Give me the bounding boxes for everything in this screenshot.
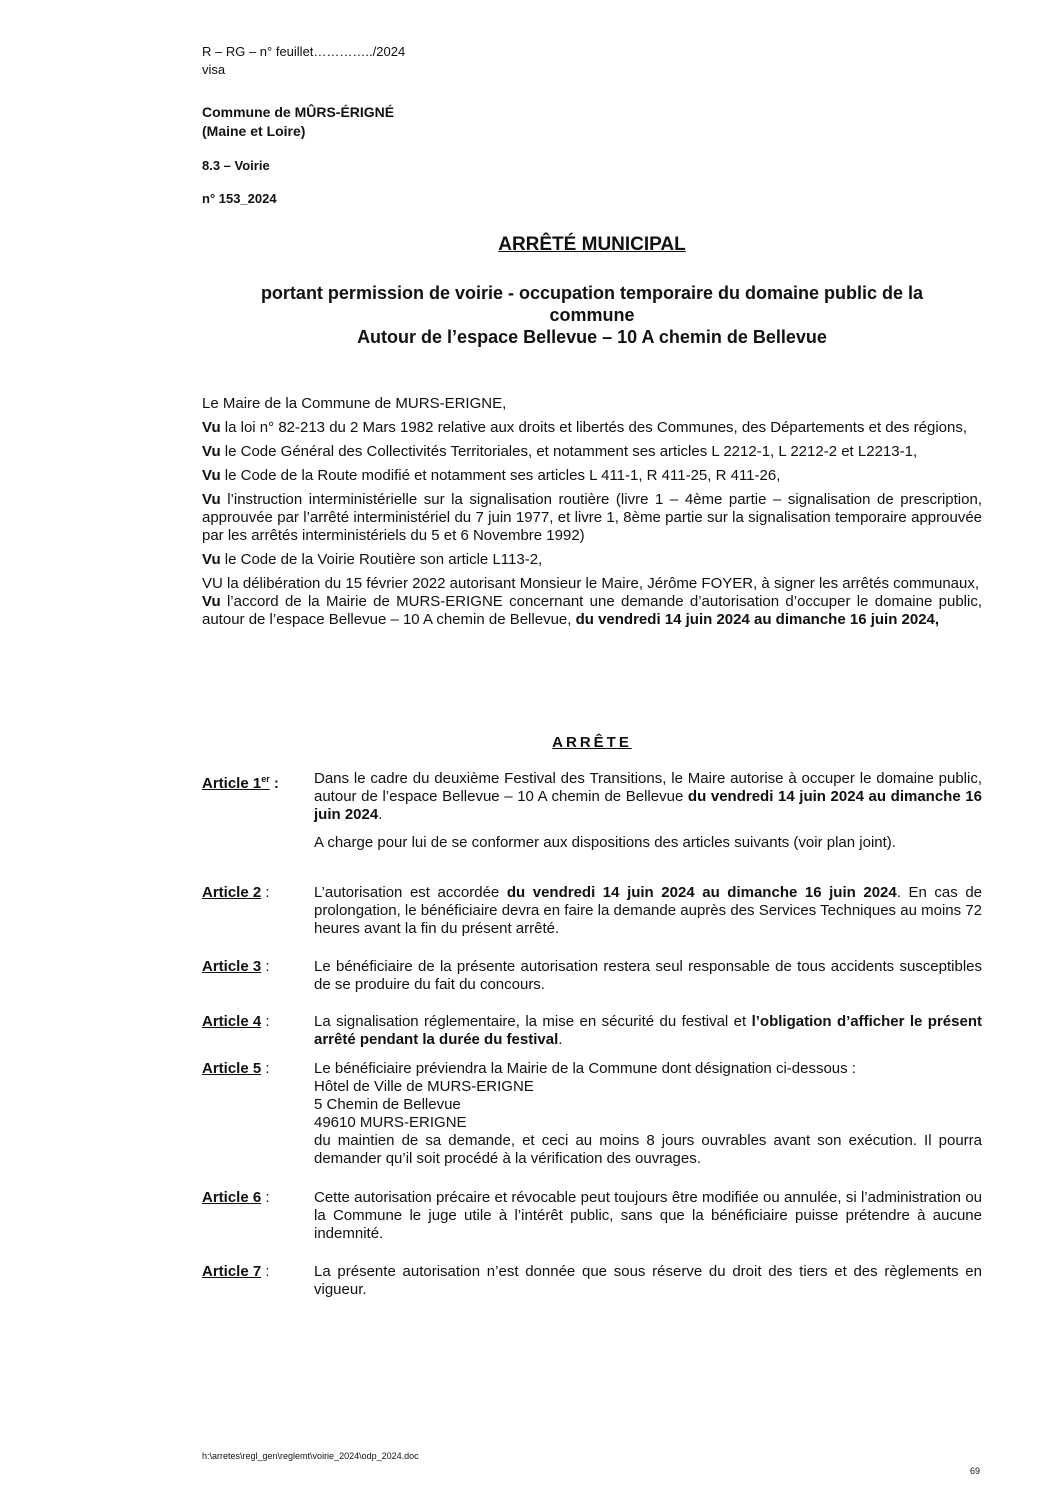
document-subtitle xyxy=(202,282,982,348)
article-4-label: Article 4 : xyxy=(202,1013,270,1030)
classification-code: 8.3 – Voirie xyxy=(202,158,270,173)
vu-item xyxy=(202,491,982,545)
article-1 xyxy=(202,770,982,852)
article-5-body xyxy=(314,1060,982,1168)
address-line-1: Hôtel de Ville de MURS-ERIGNE xyxy=(314,1078,534,1095)
article-3 xyxy=(202,958,982,994)
article-7-label: Article 7 : xyxy=(202,1263,270,1280)
vu-item xyxy=(202,467,982,485)
accord-dates: du vendredi 14 juin 2024 au dimanche 16 juin 2024, xyxy=(575,611,940,628)
vu-text: le Code Général des Collectivités Territoriales, et notamment ses articles L 2212-1, L 2212-2 et L2213-1, xyxy=(220,443,918,460)
subtitle-line-3: Autour de l’espace Bellevue – 10 A chemin de Bellevue xyxy=(357,327,827,347)
vu-keyword: Vu xyxy=(202,419,221,436)
vu-item xyxy=(202,551,982,569)
article-7-body: La présente autorisation n’est donnée que sous réserve du droit des tiers et des règlements en vigueur. xyxy=(314,1263,982,1298)
visa-label: visa xyxy=(202,62,226,77)
feuillet-reference: R – RG – n° feuillet…………../2024 xyxy=(202,44,406,59)
address-line-3: 49610 MURS-ERIGNE xyxy=(314,1114,467,1131)
vu-keyword: Vu xyxy=(202,467,221,484)
article-4 xyxy=(202,1013,982,1049)
commune-name: Commune de MÛRS-ÉRIGNÉ xyxy=(202,104,395,120)
article-1-body: Dans le cadre du deuxième Festival des Transitions, le Maire autorise à occuper le domaine public, autour de l’espace Bellevue – 10 A chemin de Bellevue du vendredi 14 juin 2024 au dimanche 16 juin 2024. A charge pour lui de se conformer aux dispositions des articles suivants (voir plan joint). xyxy=(314,770,982,851)
file-path: h:\arretes\regl_gen\reglemt\voirie_2024\odp_2024.doc xyxy=(202,1451,419,1461)
vu-keyword: Vu xyxy=(202,443,221,460)
article-2-label: Article 2 : xyxy=(202,884,270,901)
vu-keyword: Vu xyxy=(202,491,221,508)
deliberation-item: VU la délibération du 15 février 2022 autorisant Monsieur le Maire, Jérôme FOYER, à signer les arrêtés communaux, xyxy=(202,575,980,592)
article-4-body: La signalisation réglementaire, la mise en sécurité du festival et l’obligation d’afficher le présent arrêté pendant la durée du festival. xyxy=(314,1013,982,1048)
article-3-label: Article 3 : xyxy=(202,958,270,975)
subtitle-line-2: commune xyxy=(549,305,635,325)
article-3-body: Le bénéficiaire de la présente autorisation restera seul responsable de tous accidents susceptibles de se produire du fait du concours. xyxy=(314,958,982,993)
article-1-label: Article 1er : xyxy=(202,774,279,792)
vu-text: l’instruction interministérielle sur la signalisation routière (livre 1 – 4ème partie – signalisation de prescription, approuvée par l’arrêté interministériel du 7 juin 1977, et livre 1, 8ème partie sur la signalisation temporaire approuvée par les arrêtés interministériels du 5 et 6 Novembre 1992) xyxy=(202,491,982,544)
document-title: ARRÊTÉ MUNICIPAL xyxy=(498,234,686,255)
subtitle-line-1: portant permission de voirie - occupation temporaire du domaine public de la xyxy=(260,283,924,303)
article-1-para-2: A charge pour lui de se conformer aux dispositions des articles suivants (voir plan joint). xyxy=(314,834,896,851)
department-name: (Maine et Loire) xyxy=(202,123,306,139)
vu-keyword: Vu xyxy=(202,593,221,610)
vu-text: la loi n° 82-213 du 2 Mars 1982 relative aux droits et libertés des Communes, des Départements et des régions, xyxy=(220,419,968,436)
article-7 xyxy=(202,1263,982,1299)
preamble xyxy=(202,395,982,635)
vu-item xyxy=(202,593,982,629)
article-6-body: Cette autorisation précaire et révocable peut toujours être modifiée ou annulée, si l’administration ou la Commune le juge utile à l’intérêt public, sans que la bénéficiaire puisse prétendre à aucune indemnité. xyxy=(314,1189,982,1242)
maire-line: Le Maire de la Commune de MURS-ERIGNE, xyxy=(202,395,507,412)
vu-keyword: Vu xyxy=(202,551,221,568)
article-5-label: Article 5 : xyxy=(202,1060,270,1077)
accord-text: l’accord de la Mairie de MURS-ERIGNE concernant une demande d’autorisation d’occuper le domaine public, autour de l’espace Bellevue – 10 A chemin de Bellevue, xyxy=(202,593,982,628)
article-5-text: du maintien de sa demande, et ceci au moins 8 jours ouvrables avant son exécution. Il pourra demander qu’il soit procédé à la vérification des ouvrages. xyxy=(314,1132,982,1167)
vu-item xyxy=(202,443,982,461)
page-number: 69 xyxy=(970,1466,981,1476)
address-line-2: 5 Chemin de Bellevue xyxy=(314,1096,461,1113)
article-6-label: Article 6 : xyxy=(202,1189,270,1206)
article-5 xyxy=(202,1060,982,1168)
vu-item xyxy=(202,419,982,437)
commune-block xyxy=(202,103,394,141)
article-5-line-1: Le bénéficiaire préviendra la Mairie de la Commune dont désignation ci-dessous : xyxy=(314,1060,856,1077)
article-6 xyxy=(202,1189,982,1243)
article-2-body: L’autorisation est accordée du vendredi 14 juin 2024 au dimanche 16 juin 2024. En cas de prolongation, le bénéficiaire devra en faire la demande auprès des Services Techniques au moins 72 heures avant la fin du présent arrêté. xyxy=(314,884,982,937)
vu-text: le Code de la Voirie Routière son article L113-2, xyxy=(220,551,543,568)
header-reference xyxy=(202,43,405,79)
vu-text: le Code de la Route modifié et notamment ses articles L 411-1, R 411-25, R 411-26, xyxy=(220,467,781,484)
arrete-number: n° 153_2024 xyxy=(202,191,277,206)
arrete-heading: ARRÊTE xyxy=(552,734,632,751)
article-2 xyxy=(202,884,982,938)
